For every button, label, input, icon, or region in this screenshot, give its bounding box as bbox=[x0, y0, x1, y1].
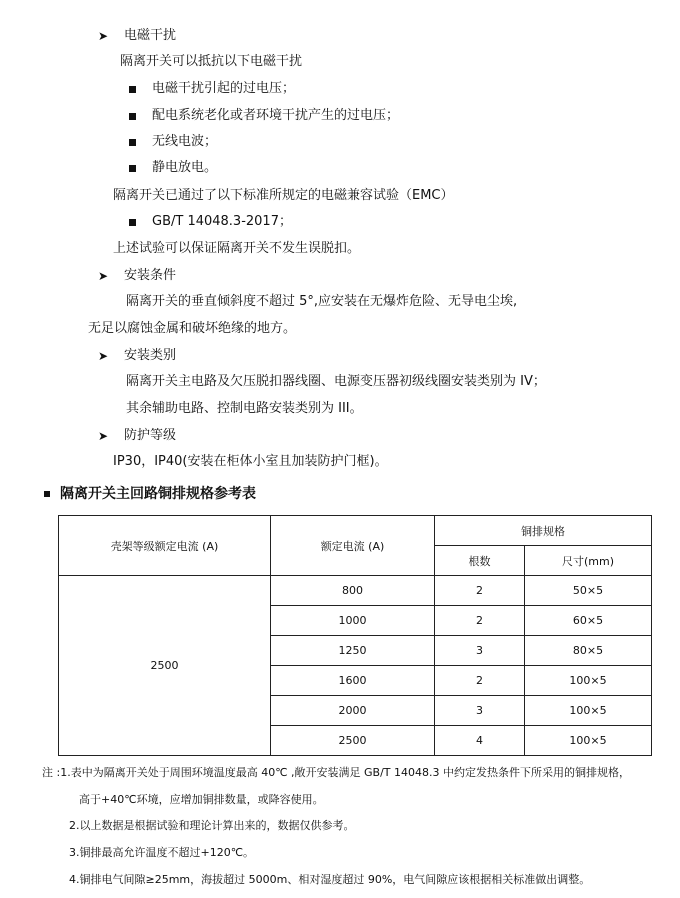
size-cell: 50×5 bbox=[525, 576, 652, 606]
note-4: 4.铜排电气间隙≥25mm，海拔超过 5000m、相对湿度超过 90%，电气间隙应该根据相关标准做出调整。 bbox=[69, 873, 591, 886]
busbar-spec-table bbox=[58, 515, 652, 756]
header-frame-current: 壳架等级额定电流 (A) bbox=[59, 516, 271, 576]
table-heading: 隔离开关主回路铜排规格参考表 bbox=[60, 486, 256, 502]
square-bullet-icon bbox=[44, 491, 50, 497]
emi-item: 配电系统老化或者环境干扰产生的过电压； bbox=[152, 108, 400, 123]
note-3: 3.铜排最高允许温度不超过+120℃。 bbox=[69, 846, 255, 859]
note-1b: 高于+40℃环境，应增加铜排数量，或降容使用。 bbox=[79, 793, 324, 806]
arrow-bullet-icon: ➤ bbox=[98, 269, 109, 283]
square-bullet-icon bbox=[129, 86, 136, 93]
count-cell: 2 bbox=[435, 606, 525, 636]
size-cell: 100×5 bbox=[525, 726, 652, 756]
install-category-line2: 其余辅助电路、控制电路安装类别为 III。 bbox=[126, 401, 363, 416]
header-busbar-spec: 铜排规格 bbox=[435, 516, 652, 546]
header-rated-current: 额定电流 (A) bbox=[271, 516, 435, 576]
emi-item: 无线电波； bbox=[152, 134, 218, 149]
size-cell: 100×5 bbox=[525, 696, 652, 726]
arrow-bullet-icon: ➤ bbox=[98, 429, 109, 443]
install-conditions-line2: 无足以腐蚀金属和破坏绝缘的地方。 bbox=[88, 321, 297, 336]
section-title-emi: 电磁干扰 bbox=[124, 28, 177, 43]
section-title-protection: 防护等级 bbox=[124, 428, 177, 443]
square-bullet-icon bbox=[129, 139, 136, 146]
rated-current-cell: 1250 bbox=[271, 636, 435, 666]
rated-current-cell: 2500 bbox=[271, 726, 435, 756]
size-cell: 80×5 bbox=[525, 636, 652, 666]
table-row bbox=[59, 576, 652, 606]
emi-item: 静电放电。 bbox=[152, 160, 218, 175]
square-bullet-icon bbox=[129, 165, 136, 172]
count-cell: 2 bbox=[435, 666, 525, 696]
size-cell: 60×5 bbox=[525, 606, 652, 636]
emc-text: 隔离开关已通过了以下标准所规定的电磁兼容试验（EMC） bbox=[113, 188, 454, 203]
count-cell: 2 bbox=[435, 576, 525, 606]
note-1a: 注 :1.表中为隔离开关处于周围环境温度最高 40℃ ,敞开安装满足 GB/T 14048.3 中约定发热条件下所采用的铜排规格， bbox=[42, 766, 631, 779]
emi-intro: 隔离开关可以抵抗以下电磁干扰 bbox=[120, 54, 303, 69]
install-category-line1: 隔离开关主电路及欠压脱扣器线圈、电源变压器初级线圈安装类别为 IV； bbox=[126, 374, 546, 389]
rated-current-cell: 1600 bbox=[271, 666, 435, 696]
emc-standard: GB/T 14048.3-2017； bbox=[152, 214, 292, 229]
protection-line1: IP30，IP40(安装在柜体小室且加装防护门框)。 bbox=[113, 454, 388, 469]
section-title-install-category: 安装类别 bbox=[124, 348, 177, 363]
install-conditions-line1: 隔离开关的垂直倾斜度不超过 5°,应安装在无爆炸危险、无导电尘埃, bbox=[126, 294, 518, 309]
note-2: 2.以上数据是根据试验和理论计算出来的，数据仅供参考。 bbox=[69, 819, 355, 832]
count-cell: 4 bbox=[435, 726, 525, 756]
rated-current-cell: 1000 bbox=[271, 606, 435, 636]
square-bullet-icon bbox=[129, 219, 136, 226]
arrow-bullet-icon: ➤ bbox=[98, 349, 109, 363]
count-cell: 3 bbox=[435, 696, 525, 726]
square-bullet-icon bbox=[129, 113, 136, 120]
section-title-install-conditions: 安装条件 bbox=[124, 268, 177, 283]
count-cell: 3 bbox=[435, 636, 525, 666]
emi-conclusion: 上述试验可以保证隔离开关不发生误脱扣。 bbox=[113, 241, 361, 256]
rated-current-cell: 800 bbox=[271, 576, 435, 606]
header-count: 根数 bbox=[435, 546, 525, 576]
emi-item: 电磁干扰引起的过电压； bbox=[152, 81, 296, 96]
header-size: 尺寸(mm) bbox=[525, 546, 652, 576]
rated-current-cell: 2000 bbox=[271, 696, 435, 726]
arrow-bullet-icon: ➤ bbox=[98, 29, 109, 43]
frame-current-value: 2500 bbox=[59, 576, 271, 756]
size-cell: 100×5 bbox=[525, 666, 652, 696]
